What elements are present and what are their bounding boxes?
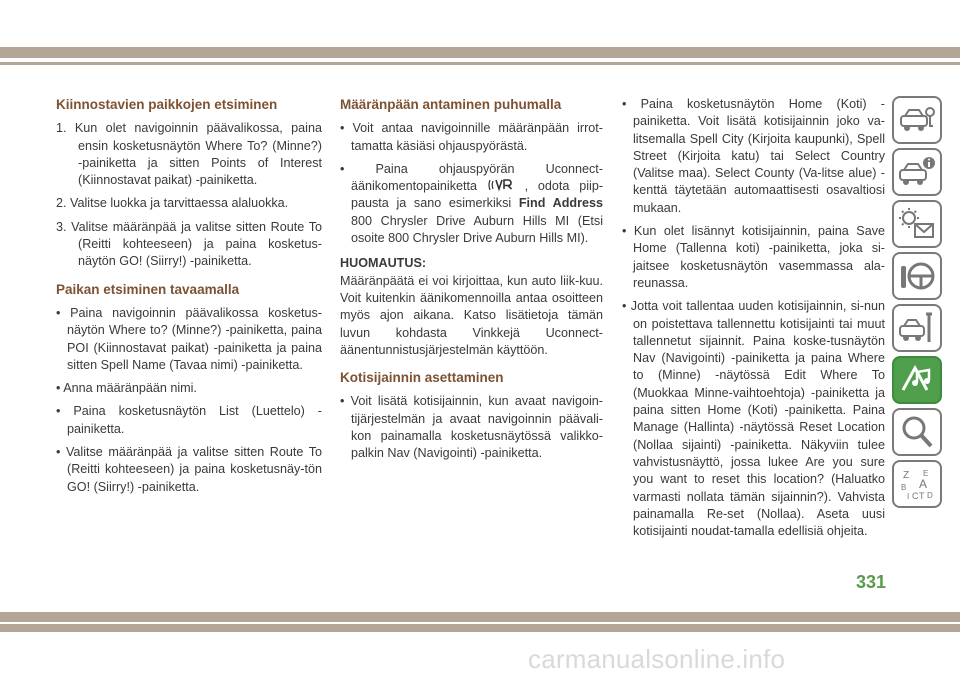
section-heading-voice: Määränpään antaminen puhumalla <box>340 97 562 112</box>
page-number: 331 <box>856 572 887 592</box>
note-text: Määränpäätä ei voi kirjoittaa, kun auto liik-kuu. Voit kuitenkin äänikomennoilla antaa osoitteen myös ajon aikana. Katso lisätietoja tämän luvun kohdasta Vinkkejä Uconnect-äänentunnistusjärjestelmän käyttöön. <box>340 273 603 357</box>
column-1 <box>56 96 322 502</box>
bullet-voice-2-pre: • Paina ohjauspyörän Uconnect-äänikomentopainiketta <box>340 161 603 194</box>
car-key-icon <box>897 102 937 138</box>
tab-steering-wheel[interactable] <box>892 252 942 300</box>
bullet-voice-1: • Voit antaa navigoinnille määränpään irrot-tamatta käsiäsi ohjauspyörästä. <box>340 121 603 153</box>
bullet-3: • Paina kosketusnäytön List (Luettelo) -painiketta. <box>56 404 322 436</box>
svg-text:D: D <box>927 491 933 500</box>
chapter-tabs <box>892 96 948 512</box>
search-icon <box>897 414 937 450</box>
bullet-4: • Valitse määränpää ja valitse sitten Route To (Reitti kohteeseen) ja paina kosketusnäy-tön GO! (Siirry!) -painiketta. <box>56 445 322 494</box>
bullet-voice-2-mid: , odota piip-pausta ja sano esimerkiksi <box>351 179 604 211</box>
step-2: 2. Valitse luokka ja tarvittaessa alaluokka. <box>56 196 289 211</box>
section-heading-poi: Kiinnostavien paikkojen etsiminen <box>56 97 278 112</box>
tab-car-info[interactable] <box>892 148 942 196</box>
car-info-icon <box>897 154 937 190</box>
section-heading-spell: Paikan etsiminen tavaamalla <box>56 281 240 297</box>
step-1: 1. Kun olet navigoinnin päävalikossa, paina ensin kosketusnäytön Where To? (Minne?) -painiketta ja sitten Points of Interest (Kiinnostavat paikat) -painiketta. <box>56 121 322 188</box>
footer-line <box>0 622 960 624</box>
tab-car-key[interactable] <box>892 96 942 144</box>
voice-command-icon <box>487 178 515 192</box>
svg-text:I: I <box>907 492 910 501</box>
find-address-command: Find Address <box>518 196 603 211</box>
bullet-c3-1: • Paina kosketusnäytön Home (Koti) -painiketta. Voit lisätä kotisijainnin joko va-litsemalla Spell City (Kirjoita kaupunki), Spell Street (Kirjoita katu) tai Select Country (Valitse maa). Select County (Va-litse alue) -kenttä täytetään automaattisesti osavaltiosi mukaan. <box>622 97 885 215</box>
tab-warning-message[interactable] <box>892 200 942 248</box>
svg-text:A: A <box>919 477 928 491</box>
footer-band <box>0 612 960 632</box>
tab-index[interactable] <box>892 460 942 508</box>
warning-message-icon <box>897 206 937 242</box>
car-tools-icon <box>897 310 937 346</box>
header-band <box>0 0 960 70</box>
header-stripe <box>0 47 960 58</box>
header-line <box>0 62 960 65</box>
watermark: carmanualsonline.info <box>528 644 786 674</box>
svg-text:C: C <box>912 491 919 501</box>
bullet-voice-2 <box>340 161 603 247</box>
column-3 <box>622 96 885 546</box>
svg-text:B: B <box>901 483 907 492</box>
bullet-1: • Paina navigoinnin päävalikossa kosketus-näytön Where to? (Minne?) -painiketta, paina POI (Kiinnostavat paikat) -painiketta ja paina sitten Spell Name (Tavaa nimi) -painiketta. <box>56 305 322 372</box>
alphabet-index-icon <box>897 466 937 502</box>
step-3: 3. Valitse määränpää ja valitse sitten Route To (Reitti kohteeseen) ja paina kosketus-näytön GO! (Siirry!) -painiketta. <box>56 219 322 269</box>
tab-multimedia[interactable] <box>892 356 942 404</box>
note-title: HUOMAUTUS: <box>340 256 427 271</box>
bullet-voice-2-post: 800 Chrysler Drive Auburn Hills MI (Etsi osoite 800 Chrysler Drive Auburn Hills MI). <box>351 213 603 246</box>
steering-wheel-icon <box>897 258 937 294</box>
svg-text:T: T <box>919 491 925 501</box>
svg-text:E: E <box>923 469 929 478</box>
multimedia-icon <box>897 362 937 398</box>
svg-text:Z: Z <box>903 470 910 481</box>
bullet-home-1: • Voit lisätä kotisijainnin, kun avaat navigoin-tijärjestelmän ja avaat navigoinnin päävali-kon painamalla kosketusnäytössä valikko-palkin Nav (Navigointi) -painiketta. <box>340 394 603 461</box>
column-2 <box>340 96 603 469</box>
tab-search[interactable] <box>892 408 942 456</box>
bullet-c3-2: • Kun olet lisännyt kotisijainnin, paina Save Home (Tallenna koti) -painiketta, joka si-jaitsee kosketusnäytön vasemmassa ala-reunassa. <box>622 224 885 290</box>
tab-car-tools[interactable] <box>892 304 942 352</box>
bullet-2: • Anna määränpään nimi. <box>56 381 197 396</box>
section-heading-home: Kotisijainnin asettaminen <box>340 370 504 386</box>
bullet-c3-3: • Jotta voit tallentaa uuden kotisijainnin, si-nun on poistettava tallennettu kotisijainti tai muut tallennetut sijainnit. Paina koske-tusnäytön Nav (Navigointi) -painiketta ja paina Where to (Minne) -näytössä Edit Where To (Muokkaa Minne-vaihtoehtoja) -painiketta ja paina sitten Home (Koti) -painiketta. Paina Manage (Hallinta) -näytössä Reset Location (Nollaa sijainti) -painiketta. Näkyviin tulee vahvistusnäyttö, jossa lukee Are you sure you want to reset this location? (Haluatko varmasti nollata tämän sijainnin?). Vahvista painamalla Re-set (Nollaa). Aseta uusi kotisijainti noudat-tamalla edellisiä ohjeita. <box>622 299 885 539</box>
